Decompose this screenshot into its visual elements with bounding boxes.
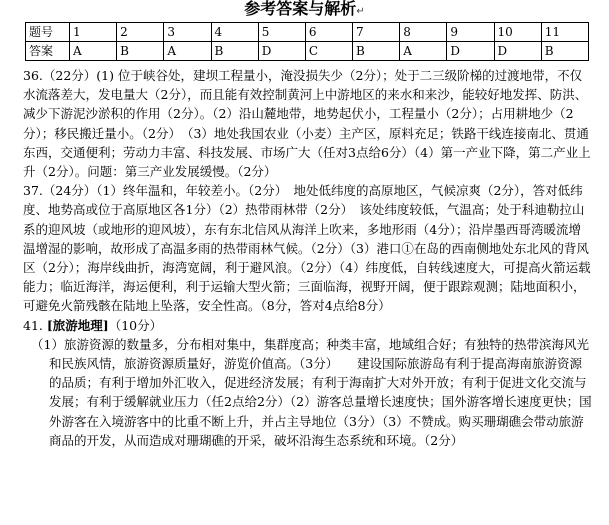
answer-table-answer-row [26, 42, 589, 61]
answer-cell: B [541, 42, 588, 61]
answer-41-topic: [旅游地理] [46, 317, 109, 333]
answer-cell: D [494, 42, 541, 61]
answer-41-number: 41. [23, 317, 43, 333]
answer-41-body: （1）旅游资源的数量多，分布相对集中，集群度高；种类丰富，地域组合好；有独特的热带滨海风光和民族风情，旅游资源质量好，游览价值高。（3分） 建设国际旅游岛有利于提高海南旅游资源的品质；有利于增加外汇收入，促进经济发展；有利于海南扩大对外开放；有利于促进文化交流与发展；有利于缓解就业压力（任2点给2分）（2）游客总量增长速度快；国外游客增长速度更快；国外游客在入境游客中的比重不断上升，并占主导地位（3分）（3）不赞成。购买珊瑚礁会带动旅游商品的开发，从而造成对珊瑚礁的开采，破坏沿海生态系统和环境。（2分） [31, 336, 592, 448]
question-number: 3 [164, 23, 211, 42]
question-number: 5 [258, 23, 305, 42]
answer-explanations [23, 66, 593, 450]
answer-cell: B [211, 42, 258, 61]
answer-cell: D [258, 42, 305, 61]
question-number: 6 [305, 23, 352, 42]
number-row-label: 题号 [26, 23, 70, 42]
answer-cell: C [305, 42, 352, 61]
question-number: 11 [541, 23, 588, 42]
page-title: 参考答案与解析↵ [244, 0, 365, 18]
answer-37: 37.（24分）（1）终年温和，年较差小。（2分） 地处低纬度的高原地区，气候凉爽（2分），答对低纬度、地势高或位于高原地区各1分）（2）热带雨林带（2分） 该处纬度较低，气温高；处于科迪勒拉山系的迎风坡（或地形的迎风坡），东有东北信风从海洋上吹来，多地形雨（4分）；沿岸墨西哥湾暖流增温增湿的影响，故形成了高温多雨的热带雨林气候。（2分）（3）港口①在岛的西南侧地处东北风的背风区（2分）；海岸线曲折，海湾宽阔，利于避风浪。（2分）（4）纬度低，自转线速度大，可提高火箭运载能力；临近海洋，海运便利，利于运输大型火箭；三面临海，视野开阔，便于跟踪观测；陆地面积小，可避免火箭残骸在陆地上坠落，安全性高。（8分，答对4点给8分） [23, 183, 591, 314]
answer-cell: B [353, 42, 400, 61]
answer-cell: A [70, 42, 117, 61]
question-number: 2 [117, 23, 164, 42]
answer-table-number-row [26, 23, 589, 42]
question-number: 10 [494, 23, 541, 42]
answer-41-score: （10分） [108, 317, 163, 333]
answer-41-heading [23, 316, 593, 335]
answer-cell: D [447, 42, 494, 61]
question-number: 1 [70, 23, 117, 42]
question-number: 9 [447, 23, 494, 42]
answer-table [25, 22, 589, 61]
answer-cell: A [164, 42, 211, 61]
answer-row-label: 答案 [26, 42, 70, 61]
answer-cell: B [117, 42, 164, 61]
question-number: 4 [211, 23, 258, 42]
answer-36: 36.（22分）(1) 位于峡谷处，建坝工程量小，淹没损失少（2分）；处于二三级阶梯的过渡地带，不仅水流落差大，发电量大（2分），而且能有效控制黄河上中游地区的来水和来沙，能较好地发挥、防洪、减少下游泥沙淤积的作用（2分）。（2）沿山麓地带，地势起伏小，工程量小（2分）；占用耕地少（2分）；移民搬迁量小。（2分） （3）地处我国农业（小麦）主产区，原料充足；铁路干线连接南北、贯通东西，交通便利；劳动力丰富、科技发展、市场广大（任对3点给6分）（4）第一产业下降，第二产业上升（2分）。问题：第三产业发展缓慢。（2分） [23, 68, 591, 180]
question-number: 8 [400, 23, 447, 42]
answer-cell: A [400, 42, 447, 61]
question-number: 7 [353, 23, 400, 42]
